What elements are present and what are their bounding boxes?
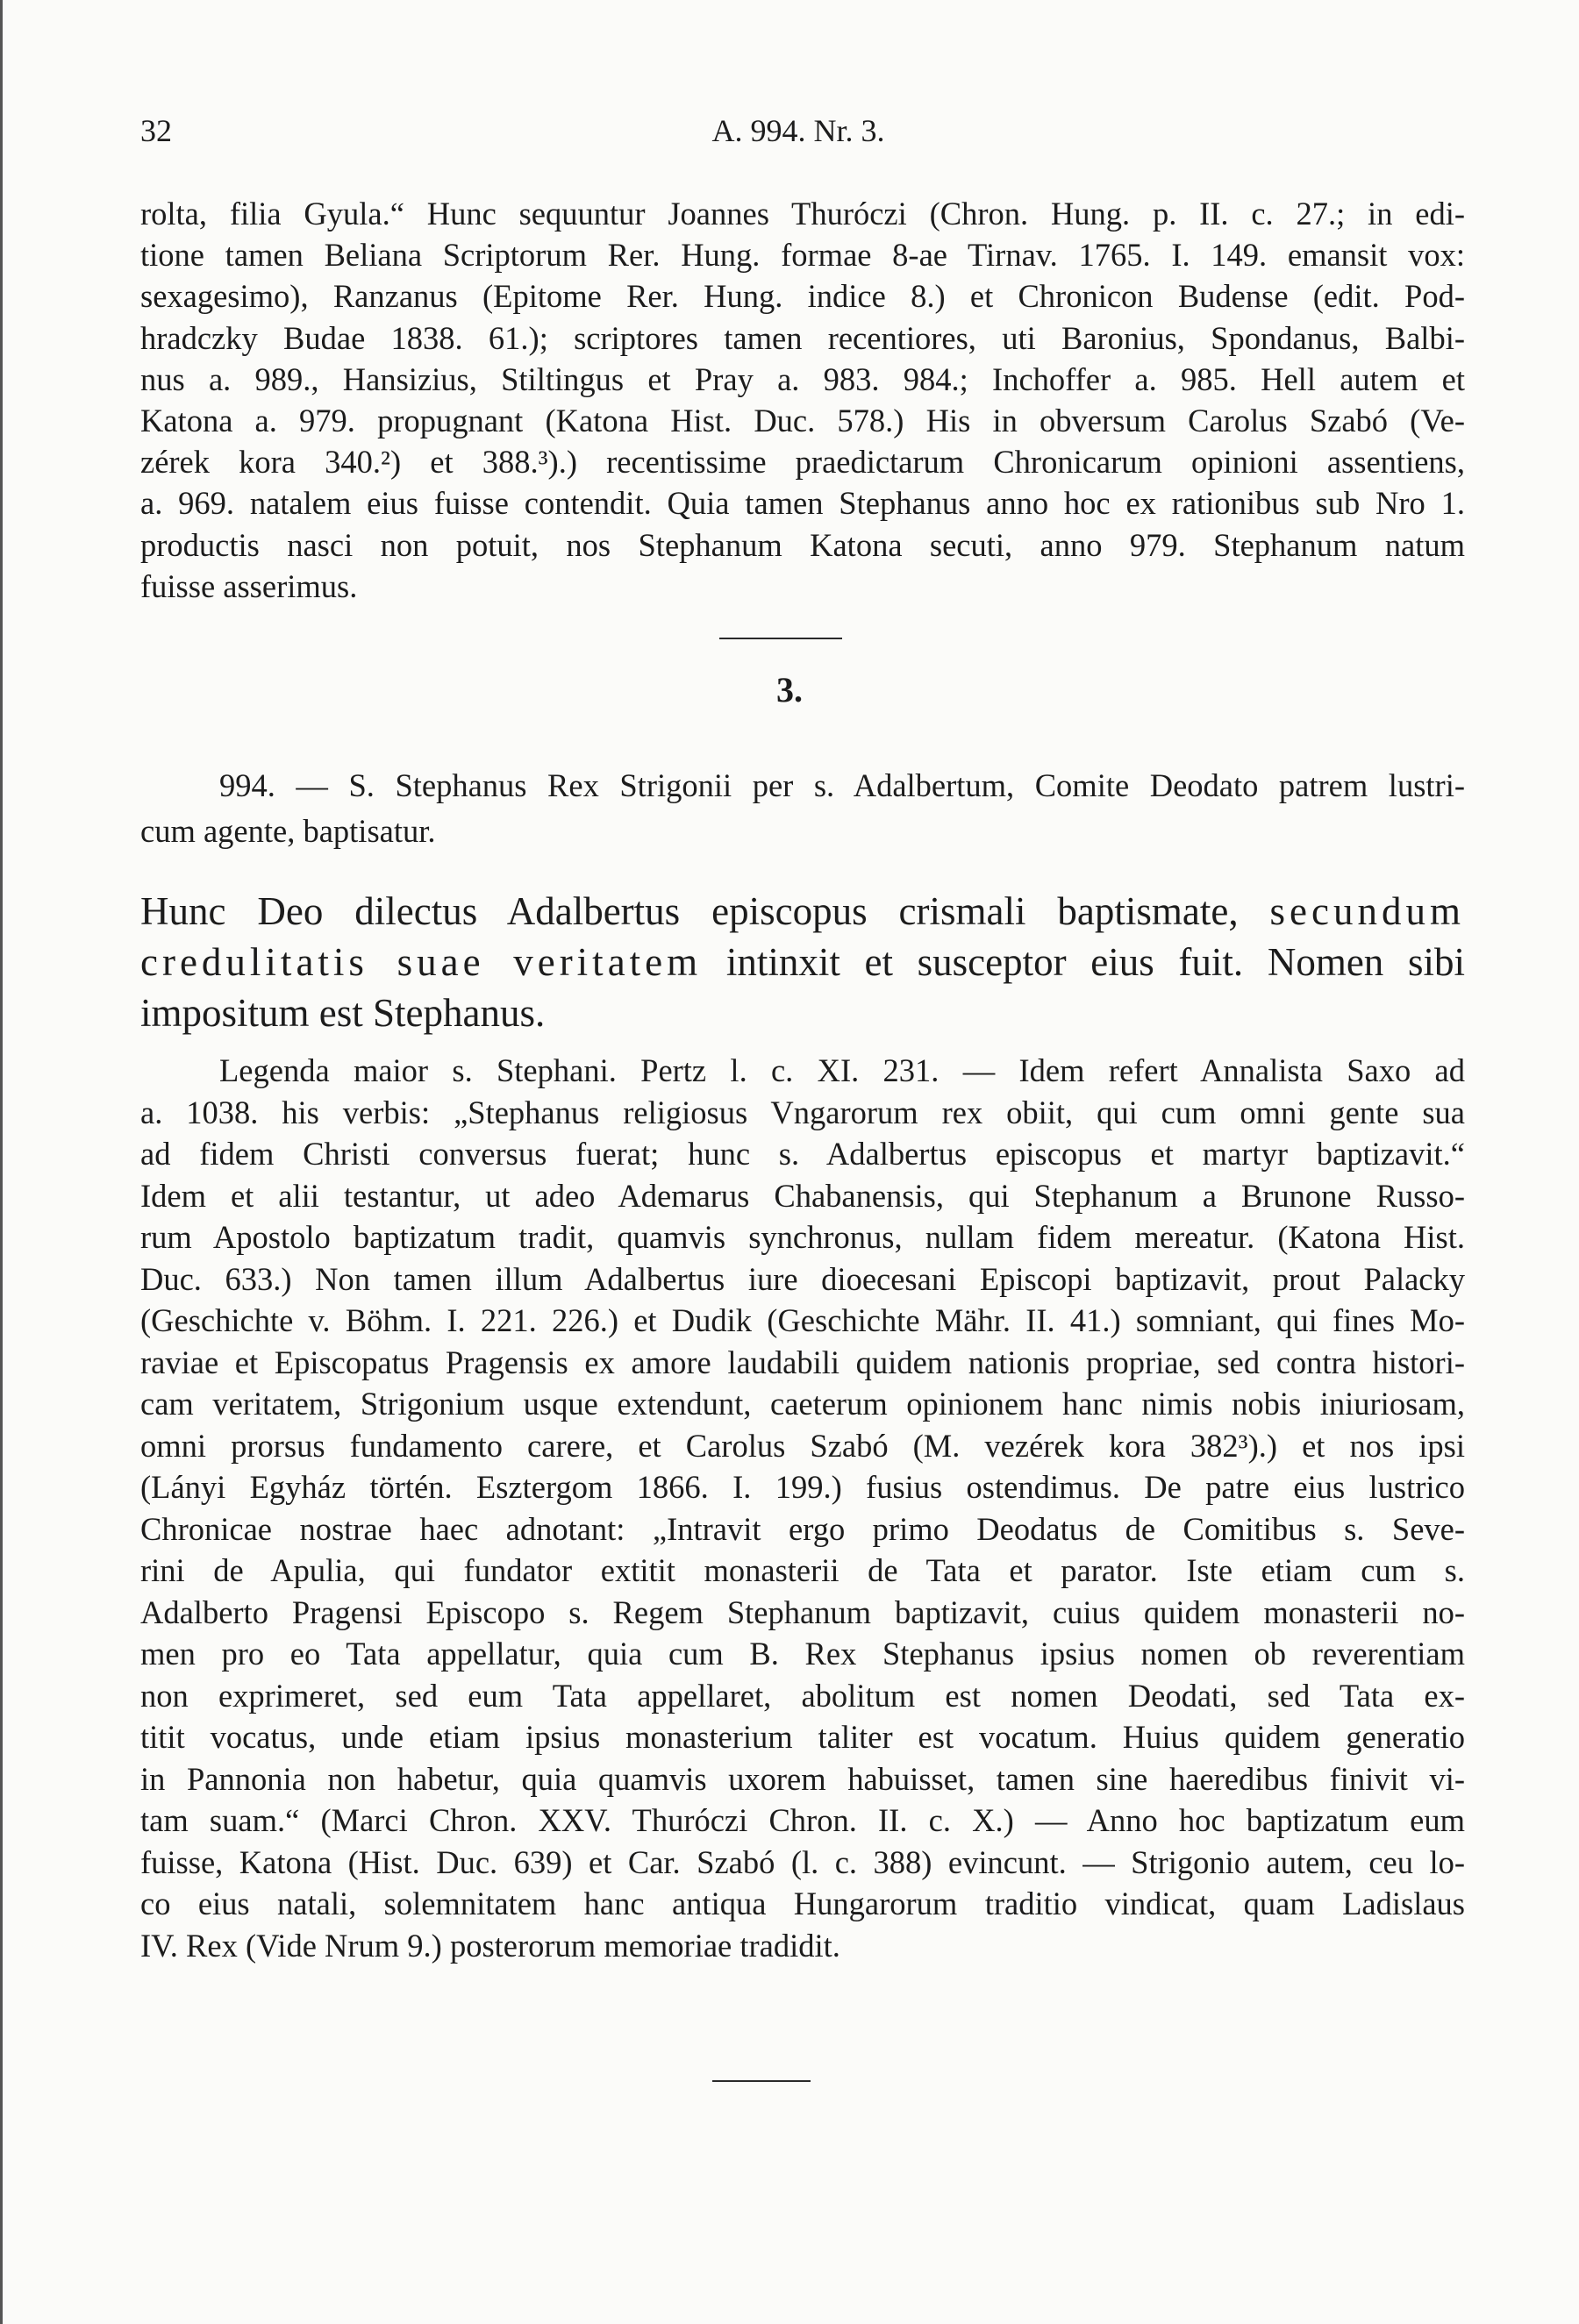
intro-line: sexagesimo), Ranzanus (Epitome Rer. Hung. indice 8.) et Chronicon Budense (edit. Pod- [140,278,1465,315]
commentary-line: men pro eo Tata appellatur, quia cum B. Rex Stephanus ipsius nomen ob reverentiam [140,1636,1465,1672]
commentary-paragraph [140,1050,1465,1966]
intro-line: hradczky Budae 1838. 61.); scriptores tamen recentiores, uti Baronius, Spondanus, Balbi- [140,319,1465,356]
commentary-line: tam suam.“ (Marci Chron. XXV. Thuróczi Chron. II. c. X.) — Anno hoc baptizatum eum [140,1802,1465,1838]
commentary-line: IV. Rex (Vide Nrum 9.) posterorum memoriae tradidit. [140,1927,840,1964]
intro-line: a. 969. natalem eius fuisse contendit. Quia tamen Stephanus anno hoc ex rationibus sub Nro 1. [140,485,1465,522]
intro-line: fuisse asserimus. [140,567,358,604]
source-quote [140,886,1465,1038]
intro-line: nus a. 989., Hansizius, Stiltingus et Pray a. 983. 984.; Inchoffer a. 985. Hell autem et [140,360,1465,397]
commentary-line: non exprimeret, sed eum Tata appellaret, abolitum est nomen Deodati, sed Tata ex- [140,1677,1465,1714]
commentary-line: co eius natali, solemnitatem hanc antiqua Hungarorum traditio vindicat, quam Ladislaus [140,1886,1465,1921]
commentary-line: (Geschichte v. Böhm. I. 221. 226.) et Dudik (Geschichte Mähr. II. 41.) somniant, qui fines Mo- [140,1302,1465,1338]
quote-spaced-text: credulitatis suae veritatem [140,940,703,984]
intro-line: rolta, filia Gyula.“ Hunc sequuntur Joannes Thuróczi (Chron. Hung. p. II. c. 27.; in edi- [140,196,1465,232]
quote-line [140,886,1465,937]
intro-line: Katona a. 979. propugnant (Katona Hist. Duc. 578.) His in obversum Carolus Szabó (Ve- [140,402,1465,438]
scan-page-edge [0,0,3,2324]
commentary-line: fuisse, Katona (Hist. Duc. 639) et Car. Szabó (l. c. 388) evincunt. — Strigonio autem, ceu lo- [140,1843,1465,1880]
intro-paragraph [140,193,1465,607]
commentary-line: rum Apostolo baptizatum tradit, quamvis synchronus, nullam fidem mereatur. (Katona Hist. [140,1219,1465,1255]
end-divider [712,2080,811,2082]
summary-line: 994. — S. Stephanus Rex Strigonii per s. Adalbertum, Comite Deodato patrem lustri- [219,767,1465,803]
commentary-line: Legenda maior s. Stephani. Pertz l. c. XI. 231. — Idem refert Annalista Saxo ad [219,1052,1465,1088]
intro-line: tione tamen Beliana Scriptorum Rer. Hung. formae 8-ae Tirnav. 1765. I. 149. emansit vox: [140,237,1465,274]
quote-text: intinxit et susceptor eius fuit. Nomen sibi [725,940,1465,984]
document-summary [140,763,1465,854]
commentary-line: Chronicae nostrae haec adnotant: „Intravit ergo primo Deodatus de Comitibus s. Seve- [140,1510,1465,1547]
section-divider [719,638,842,639]
document-number: 3. [776,670,803,709]
intro-line: zérek kora 340.²) et 388.³).) recentissime praedictarum Chronicarum opinioni assentiens, [140,444,1465,481]
commentary-line: rini de Apulia, qui fundator extitit monasterii de Tata et parator. Iste etiam cum s. [140,1552,1465,1588]
commentary-line: a. 1038. his verbis: „Stephanus religiosus Vngarorum rex obiit, qui cum omni gente sua [140,1094,1465,1130]
summary-line: cum agente, baptisatur. [140,813,436,849]
quote-text: Hunc Deo dilectus Adalbertus episcopus crismali baptismate, [140,889,1239,933]
commentary-line: raviae et Episcopatus Pragensis ex amore laudabili quidem nationis propriae, sed contra histori- [140,1344,1465,1380]
quote-spaced-text: secundum [1269,889,1465,933]
quote-line [140,937,1465,987]
intro-line: productis nasci non potuit, nos Stephanum Katona secuti, anno 979. Stephanum natum [140,526,1465,563]
commentary-line: titit vocatus, unde etiam ipsius monasterium taliter est vocatum. Huius quidem generatio [140,1719,1465,1755]
commentary-line: omni prorsus fundamento carere, et Carolus Szabó (M. vezérek kora 382³).) et nos ipsi [140,1427,1465,1464]
commentary-line: ad fidem Christi conversus fuerat; hunc s. Adalbertus episcopus et martyr baptizavit.“ [140,1136,1465,1172]
page-header [140,112,1456,156]
quote-line: impositum est Stephanus. [140,991,546,1035]
commentary-line: in Pannonia non habetur, quia quamvis uxorem habuisset, tamen sine haeredibus finivit vi- [140,1760,1465,1797]
commentary-line: (Lányi Egyház történ. Esztergom 1866. I. 199.) fusius ostendimus. De patre eius lustrico [140,1469,1465,1505]
commentary-line: Adalberto Pragensi Episcopo s. Regem Stephanum baptizavit, cuius quidem monasterii no- [140,1593,1465,1630]
commentary-line: cam veritatem, Strigonium usque extendunt, caeterum opinionem hanc nimis nobis iniuriosam, [140,1386,1465,1422]
commentary-line: Duc. 633.) Non tamen illum Adalbertus iure dioecesani Episcopi baptizavit, prout Palacky [140,1260,1465,1297]
commentary-line: Idem et alii testantur, ut adeo Ademarus Chabanensis, qui Stephanum a Brunone Russo- [140,1177,1465,1214]
running-head: A. 994. Nr. 3. [711,113,885,148]
page-number: 32 [140,113,172,148]
